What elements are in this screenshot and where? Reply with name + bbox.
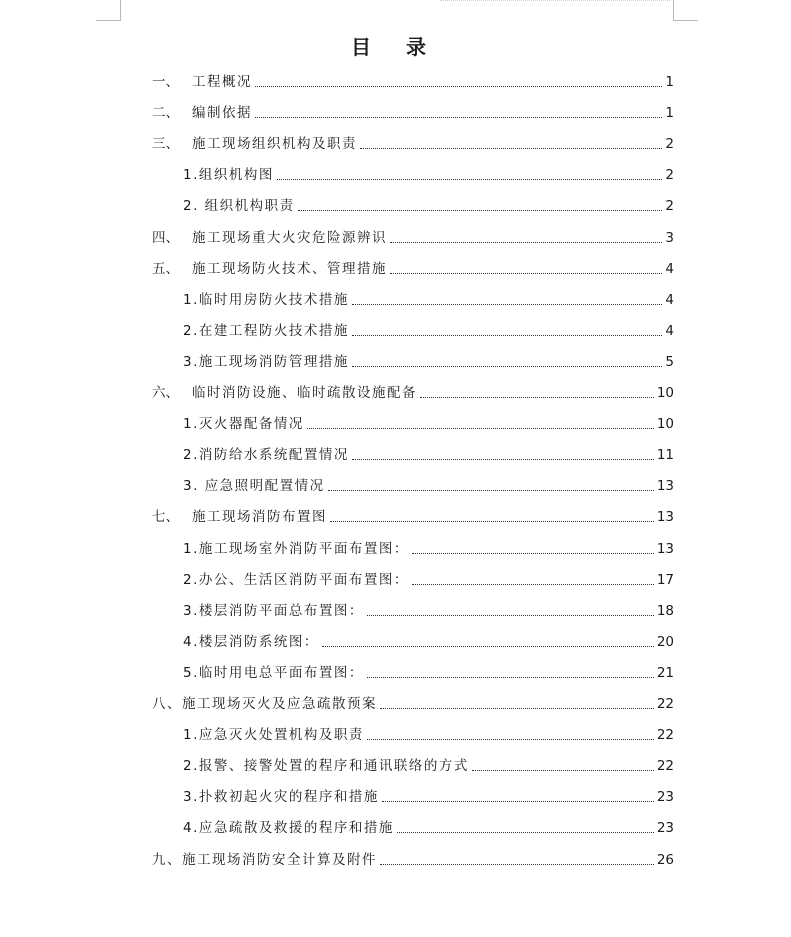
toc-dot-leader [255,116,662,118]
toc-entry[interactable] [183,722,674,744]
toc-entry-label: 3. 应急照明配置情况 [183,478,325,495]
toc-entry[interactable] [152,69,674,91]
toc-entry-label: 八、施工现场灭火及应急疏散预案 [152,696,377,712]
toc-entry-page: 21 [656,664,674,681]
toc-dot-leader [390,241,662,243]
toc-dot-leader [397,831,654,833]
toc-entry-page: 4 [665,322,674,339]
toc-dot-leader [277,178,663,180]
toc-entry-page: 17 [656,571,674,588]
toc-entry-label: 1.施工现场室外消防平面布置图： [183,540,409,557]
toc-entry-page: 18 [656,602,674,619]
toc-dot-leader [367,614,654,616]
toc-entry-label: 2. 组织机构职责 [183,198,295,215]
toc-entry[interactable] [183,629,674,651]
toc-entry-page: 10 [656,416,674,433]
toc-entry-page: 2 [665,198,674,215]
toc-entry-label: 1.应急灭火处置机构及职责 [183,727,364,744]
header-dotted-mark [440,0,670,5]
toc-entry[interactable] [183,815,674,837]
toc-entry-page: 4 [665,291,674,308]
toc-entry-label: 3.施工现场消防管理措施 [183,353,349,370]
toc-entry[interactable] [183,162,674,184]
toc-entry-label: 2.办公、生活区消防平面布置图： [183,571,409,588]
toc-entry-label: 1.临时用房防火技术措施 [183,291,349,308]
toc-dot-leader [412,583,654,585]
toc-entry-label: 1.灭火器配备情况 [183,416,304,433]
toc-dot-leader [307,427,654,429]
toc-dot-leader [298,209,663,211]
toc-entry[interactable] [152,380,674,402]
toc-dot-leader [360,147,662,149]
toc-entry-page: 20 [656,633,674,650]
toc-entry-label: 5.临时用电总平面布置图： [183,664,364,681]
toc-entry-page: 23 [656,820,674,837]
toc-dot-leader [322,645,654,647]
toc-entry-label: 编制依据 [192,105,252,122]
toc-entry-page: 10 [656,385,674,401]
toc-entry-label: 3.楼层消防平面总布置图： [183,602,364,619]
toc-entry[interactable] [183,784,674,806]
toc-entry-page: 1 [665,74,674,90]
toc-entry-label: 3.扑救初起火灾的程序和措施 [183,789,379,806]
toc-entry[interactable] [183,536,674,558]
toc-entry-label: 2.在建工程防火技术措施 [183,322,349,339]
toc-entry-number: 二、 [152,105,179,122]
toc-entry[interactable] [152,225,674,247]
toc-entry-label: 施工现场重大火灾危险源辨识 [192,229,387,246]
crop-mark-top-left-v [120,0,121,21]
toc-dot-leader [420,396,654,398]
toc-entry-label: 施工现场防火技术、管理措施 [192,260,387,277]
toc-entry[interactable] [183,287,674,309]
toc-entry-label: 工程概况 [192,74,252,90]
toc-entry-page: 23 [656,789,674,806]
toc-entry[interactable] [183,567,674,589]
toc-dot-leader [380,863,654,865]
toc-dot-leader [380,707,654,709]
toc-entry-number: 五、 [152,260,179,277]
toc-entry-label: 九、施工现场消防安全计算及附件 [152,851,377,868]
toc-entry-page: 22 [656,696,674,712]
toc-entry-label: 临时消防设施、临时疏散设施配备 [192,385,417,401]
toc-entry-page: 26 [656,851,674,868]
toc-entry-label: 1.组织机构图 [183,167,274,184]
toc-entry-label: 4.楼层消防系统图： [183,633,319,650]
toc-entry-number: 一、 [152,74,179,90]
crop-mark-top-right-v [673,0,674,21]
toc-dot-leader [382,800,654,802]
toc-entry[interactable] [152,504,674,526]
toc-entry[interactable] [152,100,674,122]
toc-entry-number: 三、 [152,136,179,153]
toc-entry-page: 22 [656,758,674,775]
toc-entry-page: 5 [665,353,674,370]
toc-entry[interactable] [183,318,674,340]
toc-dot-leader [352,365,663,367]
toc-dot-leader [412,552,654,554]
toc-entry[interactable] [183,193,674,215]
toc-entry-page: 2 [665,136,674,153]
toc-entry[interactable] [183,660,674,682]
crop-mark-top-right-h [674,20,698,21]
toc-entry[interactable] [152,847,674,869]
toc-entry[interactable] [183,473,674,495]
toc-dot-leader [330,520,654,522]
toc-dot-leader [472,769,654,771]
toc-dot-leader [352,334,663,336]
toc-dot-leader [352,458,654,460]
toc-dot-leader [390,272,662,274]
toc-entry[interactable] [152,131,674,153]
toc-entry[interactable] [152,256,674,278]
page-title: 目 录 [351,35,440,59]
toc-entry-page: 1 [665,105,674,122]
toc-entry-label: 施工现场消防布置图 [192,509,327,526]
toc-entry[interactable] [183,349,674,371]
toc-entry-page: 2 [665,167,674,184]
toc-entry[interactable] [183,753,674,775]
toc-entry[interactable] [183,598,674,620]
toc-entry[interactable] [152,691,674,713]
toc-entry-page: 4 [665,260,674,277]
toc-dot-leader [328,489,654,491]
toc-entry-page: 11 [656,447,674,464]
toc-dot-leader [367,738,654,740]
toc-entry[interactable] [183,442,674,464]
toc-entry-label: 施工现场组织机构及职责 [192,136,357,153]
toc-entry-label: 4.应急疏散及救援的程序和措施 [183,820,394,837]
toc-entry-number: 六、 [152,385,179,401]
toc-entry-page: 13 [656,478,674,495]
toc-entry-page: 13 [656,540,674,557]
toc-dot-leader [352,303,663,305]
toc-entry-page: 3 [665,229,674,246]
toc-dot-leader [255,85,662,87]
crop-mark-top-left-h [96,20,120,21]
toc-entry-number: 七、 [152,509,179,526]
toc-entry-page: 22 [656,727,674,744]
toc-entry-label: 2.报警、接警处置的程序和通讯联络的方式 [183,758,469,775]
toc-dot-leader [367,676,654,678]
toc-entry[interactable] [183,411,674,433]
toc-entry-number: 四、 [152,229,179,246]
toc-entry-label: 2.消防给水系统配置情况 [183,447,349,464]
toc-entry-page: 13 [656,509,674,526]
